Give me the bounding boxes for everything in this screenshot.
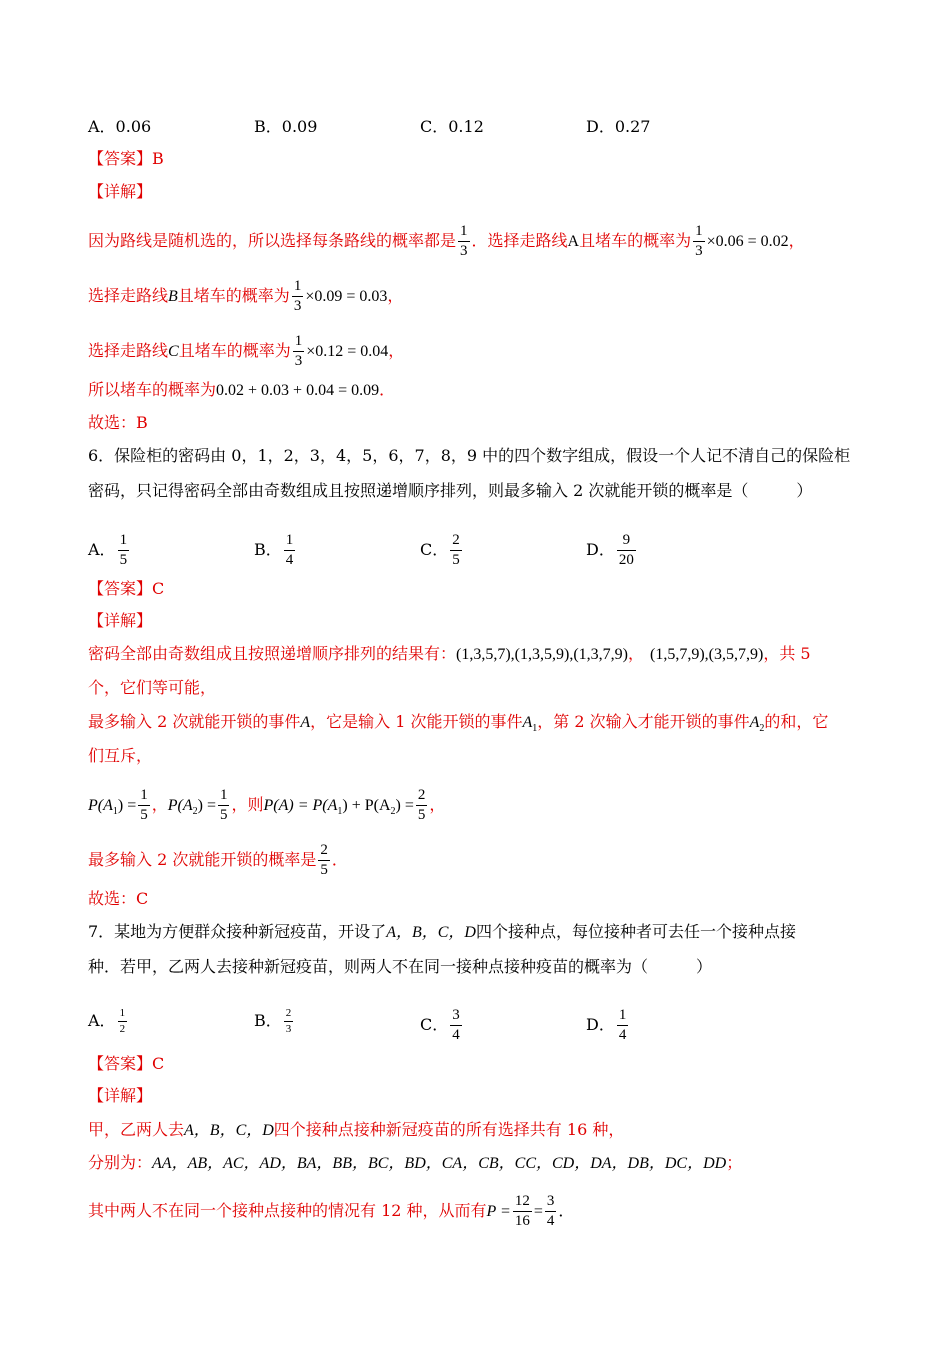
q5-detail-heading: 【详解】 — [88, 182, 153, 201]
q7-option-a: A． $\frac{1}{2}$ — [88, 1007, 126, 1035]
q5-detail-line-2: 选择走路线B且堵车的概率为 $\frac{1}{3}$ ×0.09 = 0.03， — [88, 278, 404, 314]
q6-option-c: C． $\frac{2}{5}$ — [420, 532, 460, 568]
q6-detail-line-2: 个，它们等可能， — [88, 678, 217, 697]
q5-option-a: A．0.06 — [88, 117, 152, 136]
q7-option-c: C． $\frac{3}{4}$ — [420, 1007, 460, 1043]
q6-stem-line-1: 6．保险柜的密码由 0，1，2，3，4，5，6，7，8，9 中的四个数字组成，假设一个人记不清自己的保险柜 — [88, 446, 851, 465]
q7-answer: 【答案】C — [88, 1054, 165, 1073]
q5-detail-line-3: 选择走路线C且堵车的概率为 $\frac{1}{3}$ ×0.12 = 0.04， — [88, 333, 405, 369]
q7-stem-line-2: 种．若甲，乙两人去接种新冠疫苗，则两人不在同一接种点接种疫苗的概率为（ ） — [88, 957, 713, 976]
fraction-one-third: $\frac{1}{3}$ — [460, 223, 468, 259]
q6-stem-line-2: 密码，只记得密码全部由奇数组成且按照递增顺序排列，则最多输入 2 次就能开锁的概率是（ ） — [88, 481, 813, 500]
q6-detail-line-4: 们互斥， — [88, 746, 153, 765]
q7-option-b: B． $\frac{2}{3}$ — [254, 1007, 292, 1035]
q5-option-b: B．0.09 — [254, 117, 318, 136]
q7-detail-line-3: 其中两人不在同一个接种点接种的情况有 12 种，从而有P = $\frac{12}{16}$ = $\frac{3}{4}$ ． — [88, 1193, 575, 1229]
q7-detail-line-2: 分别为：AA，AB，AC，AD，BA，BB，BC，BD，CA，CB，CC，CD，DA，DB，DC，DD； — [88, 1153, 743, 1172]
q7-detail-line-1: 甲，乙两人去A，B，C，D四个接种点接种新冠疫苗的所有选择共有 16 种， — [88, 1120, 625, 1139]
q5-answer: 【答案】B — [88, 149, 164, 168]
q5-detail-line-4: 所以堵车的概率为0.02 + 0.03 + 0.04 = 0.09． — [88, 380, 396, 399]
q7-option-d: D． $\frac{1}{4}$ — [586, 1007, 627, 1043]
q5-conclusion: 故选：B — [88, 413, 148, 432]
q7-stem-line-1: 7．某地为方便群众接种新冠疫苗，开设了A，B，C，D四个接种点，每位接种者可去任一个接种点接 — [88, 922, 796, 941]
q5-option-d: D．0.27 — [586, 117, 651, 136]
q6-detail-line-3: 最多输入 2 次就能开锁的事件A，它是输入 1 次能开锁的事件$A_1$，第 2 次输入才能开锁的事件$A_2$的和，它 — [88, 712, 829, 735]
q6-option-d: D． $\frac{9}{20}$ — [586, 532, 634, 568]
q6-detail-line-6: 最多输入 2 次就能开锁的概率是 $\frac{2}{5}$ ． — [88, 842, 348, 878]
q6-option-b: B． $\frac{1}{4}$ — [254, 532, 294, 568]
q6-answer: 【答案】C — [88, 579, 165, 598]
q5-detail-line-1: 因为路线是随机选的，所以选择每条路线的概率都是 $\frac{1}{3}$ ．选择走路线A且堵车的概率为 $\frac{1}{3}$ ×0.06 = 0.02， — [88, 223, 805, 259]
q6-detail-heading: 【详解】 — [88, 611, 153, 630]
q5-option-c: C．0.12 — [420, 117, 484, 136]
q7-detail-heading: 【详解】 — [88, 1086, 153, 1105]
q6-option-a: A． $\frac{1}{5}$ — [88, 532, 128, 568]
q6-conclusion: 故选：C — [88, 889, 149, 908]
q6-detail-line-1: 密码全部由奇数组成且按照递增顺序排列的结果有：(1,3,5,7),(1,3,5,9),(1,3,7,9)， (1,5,7,9),(3,5,7,9)，共 5 — [88, 644, 811, 663]
q6-detail-line-5: $P(A_1)$ = $\frac{1}{5}$ ，$P(A_2)$ = $\frac{1}{5}$ ，则$P(A) = P(A_1) + P(A_2)$ = $\frac{2}{5}$ ， — [88, 787, 446, 823]
